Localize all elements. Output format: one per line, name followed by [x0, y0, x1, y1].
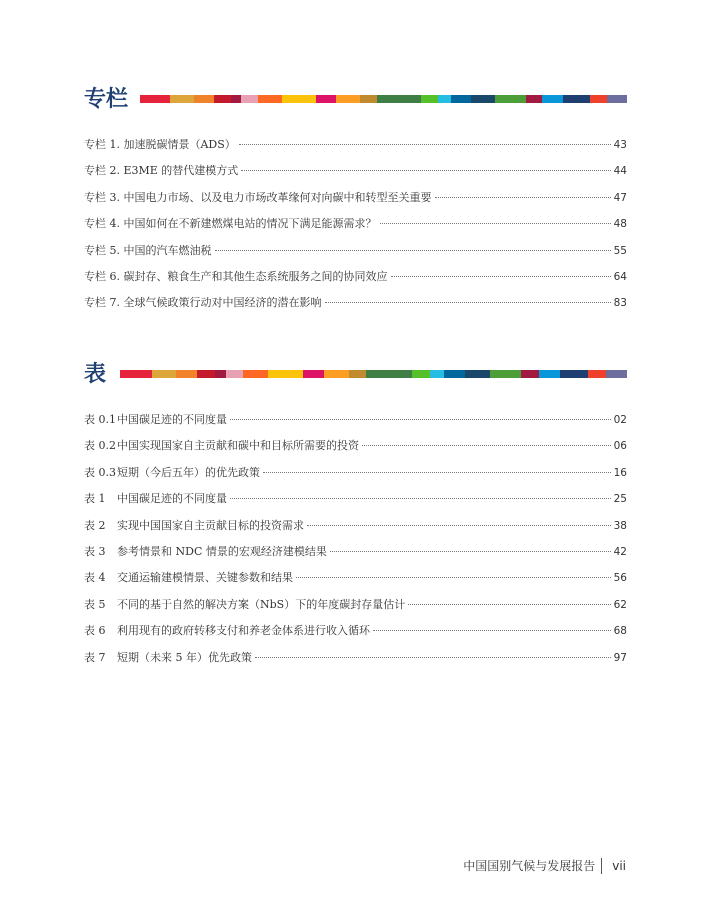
toc-entry-text: 专栏 2. E3ME 的替代建模方式 — [84, 164, 239, 178]
toc-dot-leader — [241, 170, 610, 171]
toc-dot-leader — [215, 250, 611, 251]
columns-header — [84, 87, 627, 117]
toc-entry[interactable] — [84, 296, 627, 322]
stripe-segment — [243, 370, 268, 378]
stripe-segment — [438, 95, 452, 103]
toc-entry-text: 专栏 4. 中国如何在不新建燃煤电站的情况下满足能源需求？ — [84, 217, 377, 231]
stripe-segment — [563, 95, 590, 103]
tables-header — [84, 362, 627, 392]
toc-entry[interactable] — [84, 598, 627, 624]
toc-entry-text: 专栏 1. 加速脱碳情景（ADS） — [84, 138, 236, 151]
toc-entry-label — [84, 191, 432, 205]
columns-color-stripe — [140, 95, 627, 103]
toc-dot-leader — [362, 445, 611, 446]
toc-entry-text: 专栏 7. 全球气候政策行动对中国经济的潜在影响 — [84, 296, 322, 310]
toc-entry-text: 中国实现国家自主贡献和碳中和目标所需要的投资 — [117, 439, 359, 453]
toc-entry-text: 交通运输建模情景、关键参数和结果 — [117, 571, 293, 585]
stripe-segment — [194, 95, 214, 103]
toc-entry-number: 表 0.1 — [84, 413, 116, 426]
stripe-segment — [490, 370, 522, 378]
toc-entry[interactable] — [84, 413, 627, 439]
stripe-segment — [560, 370, 588, 378]
toc-entry-page: 83 — [613, 297, 627, 310]
toc-entry-page: 02 — [613, 414, 627, 426]
toc-entry-number: 表 0.2 — [84, 439, 116, 453]
toc-entry-number: 表 0.3 — [84, 465, 116, 479]
toc-dot-leader — [230, 419, 611, 420]
columns-section — [84, 87, 627, 310]
toc-entry-text: 专栏 6. 碳封存、粮食生产和其他生态系统服务之间的协同效应 — [84, 269, 388, 283]
toc-entry[interactable] — [84, 651, 627, 677]
toc-entry-page: 68 — [613, 625, 627, 638]
stripe-segment — [412, 370, 430, 378]
stripe-segment — [268, 370, 303, 378]
toc-entry-text: 中国碳足迹的不同度量 — [117, 413, 227, 426]
toc-entry-number: 表 2 — [84, 518, 106, 532]
toc-entry[interactable] — [84, 519, 627, 545]
toc-entry-label — [84, 164, 238, 178]
stripe-segment — [360, 95, 377, 103]
stripe-segment — [465, 370, 490, 378]
stripe-segment — [336, 95, 360, 103]
toc-entry[interactable] — [84, 439, 627, 465]
stripe-segment — [542, 95, 562, 103]
toc-entry[interactable] — [84, 624, 627, 650]
stripe-segment — [421, 95, 438, 103]
stripe-segment — [170, 95, 194, 103]
toc-entry[interactable] — [84, 466, 627, 492]
page-footer — [463, 857, 626, 874]
toc-entry-label — [84, 545, 327, 559]
toc-entry-page: 55 — [613, 244, 627, 257]
columns-title: 专栏 — [84, 87, 129, 112]
toc-entry-label — [84, 439, 359, 453]
footer-report-title: 中国国别气候与发展报告 — [463, 859, 596, 873]
toc-entry-page: 06 — [613, 440, 627, 453]
toc-entry-text: 专栏 5. 中国的汽车燃油税 — [84, 243, 212, 257]
toc-entry-number: 表 4 — [84, 571, 106, 585]
toc-dot-leader — [380, 223, 611, 224]
toc-entry-label — [84, 413, 227, 427]
stripe-segment — [120, 370, 152, 378]
toc-entry-text: 参考情景和 NDC 情景的宏观经济建模结果 — [117, 544, 327, 558]
stripe-segment — [215, 370, 226, 378]
toc-entry[interactable] — [84, 492, 627, 518]
stripe-segment — [316, 95, 336, 103]
toc-entry-page: 25 — [613, 493, 627, 506]
tables-title: 表 — [84, 362, 107, 387]
toc-entry-text: 中国碳足迹的不同度量 — [117, 492, 227, 506]
toc-dot-leader — [263, 472, 611, 473]
stripe-segment — [282, 95, 316, 103]
stripe-segment — [366, 370, 412, 378]
footer-divider — [601, 858, 602, 874]
toc-entry-text: 不同的基于自然的解决方案（NbS）下的年度碳封存量估计 — [117, 597, 406, 611]
stripe-segment — [521, 370, 539, 378]
columns-list — [84, 138, 627, 323]
toc-entry-page: 64 — [613, 270, 627, 283]
toc-entry[interactable] — [84, 164, 627, 190]
stripe-segment — [152, 370, 177, 378]
toc-entry-page: 38 — [613, 519, 627, 532]
toc-dot-leader — [330, 551, 611, 552]
toc-entry-label — [84, 466, 260, 480]
stripe-segment — [226, 370, 244, 378]
toc-entry-text: 利用现有的政府转移支付和养老金体系进行收入循环 — [117, 624, 370, 638]
toc-entry-label — [84, 296, 322, 310]
stripe-segment — [197, 370, 215, 378]
toc-entry-page: 56 — [613, 572, 627, 585]
stripe-segment — [303, 370, 324, 378]
toc-entry-label — [84, 492, 227, 506]
toc-entry-page: 48 — [613, 218, 627, 231]
toc-entry-page: 43 — [613, 139, 627, 151]
toc-entry-page: 47 — [613, 191, 627, 204]
toc-entry[interactable] — [84, 545, 627, 571]
stripe-segment — [377, 95, 421, 103]
toc-dot-leader — [239, 144, 611, 145]
toc-entry-label — [84, 519, 304, 533]
stripe-segment — [495, 95, 525, 103]
toc-entry-page: 42 — [613, 545, 627, 558]
stripe-segment — [241, 95, 258, 103]
stripe-segment — [606, 370, 627, 378]
stripe-segment — [607, 95, 627, 103]
toc-dot-leader — [391, 276, 611, 277]
toc-entry-number: 表 1 — [84, 492, 106, 506]
toc-entry-page: 44 — [613, 165, 627, 178]
toc-entry-label — [84, 624, 370, 638]
stripe-segment — [231, 95, 241, 103]
toc-entry-number: 表 6 — [84, 624, 106, 638]
toc-dot-leader — [373, 630, 611, 631]
toc-entry-number: 表 5 — [84, 597, 106, 611]
toc-entry-label — [84, 571, 293, 585]
toc-entry-label — [84, 270, 388, 284]
stripe-segment — [324, 370, 349, 378]
toc-dot-leader — [230, 498, 611, 499]
stripe-segment — [176, 370, 197, 378]
footer-page-number: vii — [612, 858, 626, 873]
toc-entry[interactable] — [84, 244, 627, 270]
stripe-segment — [258, 95, 282, 103]
toc-entry[interactable] — [84, 270, 627, 296]
toc-dot-leader — [255, 657, 611, 658]
toc-entry-label — [84, 217, 377, 231]
stripe-segment — [444, 370, 465, 378]
toc-entry-page: 62 — [613, 598, 627, 611]
toc-entry-number: 表 3 — [84, 544, 106, 558]
tables-section — [84, 362, 627, 664]
toc-entry-label — [84, 598, 405, 612]
toc-entry-text: 短期（今后五年）的优先政策 — [117, 465, 260, 479]
toc-entry-text: 专栏 3. 中国电力市场、以及电力市场改革缘何对向碳中和转型至关重要 — [84, 190, 432, 204]
toc-entry-text: 短期（未来 5 年）优先政策 — [117, 650, 252, 664]
stripe-segment — [430, 370, 444, 378]
stripe-segment — [526, 95, 543, 103]
stripe-segment — [140, 95, 170, 103]
toc-entry-label — [84, 651, 252, 665]
toc-entry[interactable] — [84, 571, 627, 597]
toc-entry-label — [84, 138, 236, 152]
toc-entry[interactable] — [84, 138, 627, 164]
stripe-segment — [539, 370, 560, 378]
stripe-segment — [588, 370, 606, 378]
toc-entry-number: 表 7 — [84, 650, 106, 664]
toc-dot-leader — [408, 604, 610, 605]
toc-entry-label — [84, 244, 212, 258]
stripe-segment — [349, 370, 367, 378]
toc-entry-text: 实现中国国家自主贡献目标的投资需求 — [117, 518, 304, 532]
toc-entry-page: 97 — [613, 651, 627, 664]
stripe-segment — [590, 95, 607, 103]
toc-dot-leader — [325, 302, 611, 303]
toc-entry-page: 16 — [613, 466, 627, 479]
tables-color-stripe — [120, 370, 627, 378]
stripe-segment — [471, 95, 495, 103]
toc-entry[interactable] — [84, 217, 627, 243]
toc-dot-leader — [307, 525, 611, 526]
tables-list — [84, 413, 627, 677]
toc-entry[interactable] — [84, 191, 627, 217]
toc-dot-leader — [296, 577, 611, 578]
stripe-segment — [214, 95, 231, 103]
stripe-segment — [451, 95, 471, 103]
toc-dot-leader — [435, 197, 611, 198]
